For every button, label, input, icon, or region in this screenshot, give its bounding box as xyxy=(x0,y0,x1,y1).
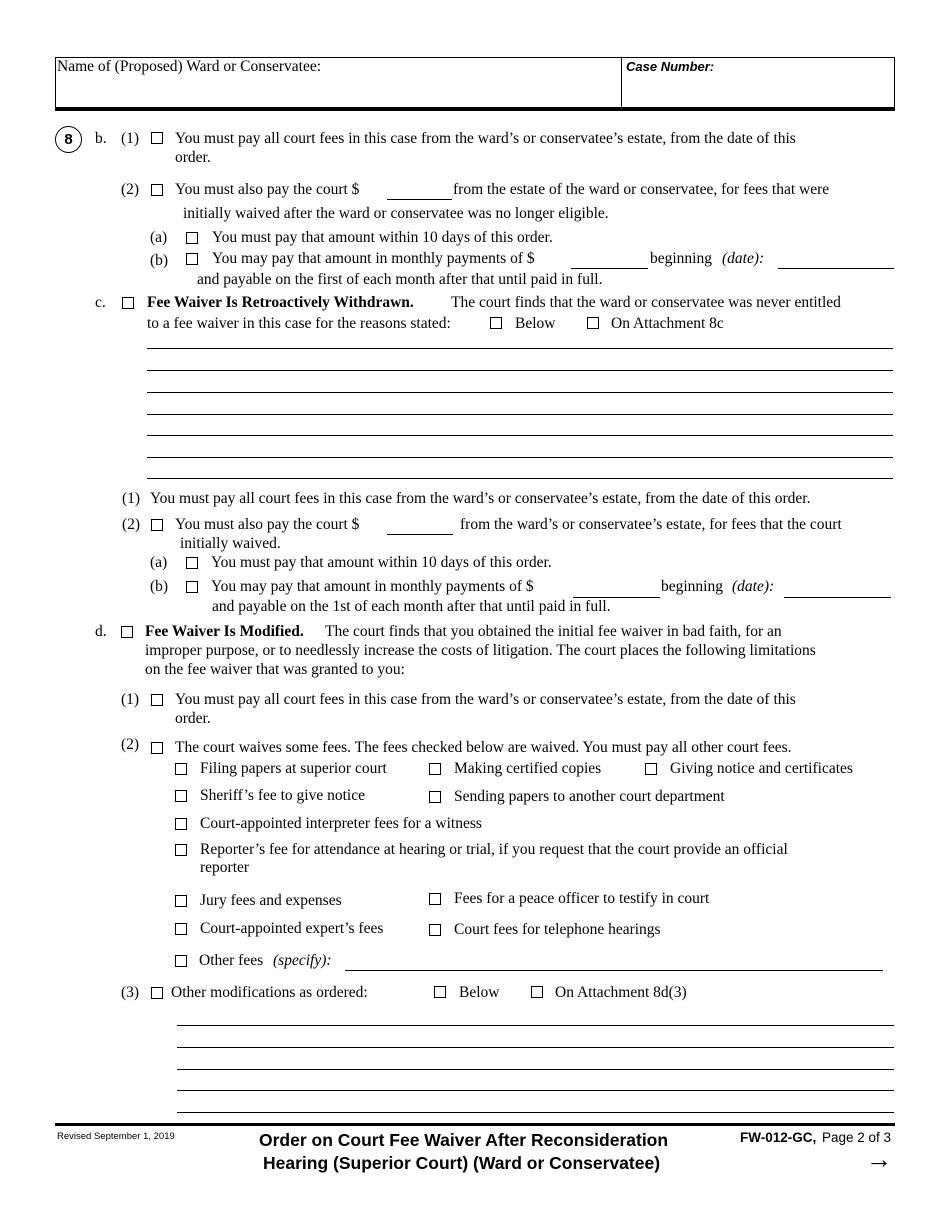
d1-text-line1: You must pay all court fees in this case from the ward’s or conservatee’s estate, from the date of this xyxy=(175,691,796,708)
d3-attachment-label: On Attachment 8d(3) xyxy=(555,984,687,1001)
d3-attachment-checkbox[interactable] xyxy=(531,986,543,998)
c2a-text: You must pay that amount within 10 days of this order. xyxy=(211,554,552,571)
b2-checkbox[interactable] xyxy=(151,184,163,196)
section-c-letter: c. xyxy=(95,294,106,311)
fee-jury-checkbox[interactable] xyxy=(175,895,187,907)
d3-modification-line[interactable] xyxy=(177,1069,894,1070)
c2b-beginning: beginning xyxy=(661,578,723,595)
b2b-label: (b) xyxy=(150,252,169,269)
d-checkbox[interactable] xyxy=(121,626,133,638)
revised-date: Revised September 1, 2019 xyxy=(57,1131,175,1142)
c1-number: (1) xyxy=(122,490,141,507)
c-attachment-label: On Attachment 8c xyxy=(611,315,724,332)
c2-text-post: from the ward’s or conservatee’s estate, for fees that the court xyxy=(460,516,842,533)
c2b-label: (b) xyxy=(150,578,169,595)
fee-telephone-label: Court fees for telephone hearings xyxy=(454,921,661,938)
d3-modification-line[interactable] xyxy=(177,1112,894,1113)
fee-peace-checkbox[interactable] xyxy=(429,893,441,905)
case-number-field[interactable] xyxy=(626,78,891,104)
b2-number: (2) xyxy=(121,181,140,198)
fee-copies-checkbox[interactable] xyxy=(429,763,441,775)
b2-amount-field[interactable] xyxy=(387,199,452,200)
b2a-checkbox[interactable] xyxy=(186,232,198,244)
c2b-text-line2: and payable on the 1st of each month after that until paid in full. xyxy=(212,598,611,615)
b2b-date-label: (date): xyxy=(722,250,765,267)
c-reason-line[interactable] xyxy=(147,435,893,436)
fee-reporter-label-line1: Reporter’s fee for attendance at hearing or trial, if you request that the court provide an official xyxy=(200,841,788,858)
c-text-line1: The court finds that the ward or conservatee was never entitled xyxy=(451,294,841,311)
b2a-label: (a) xyxy=(150,229,168,246)
fee-telephone-checkbox[interactable] xyxy=(429,924,441,936)
item-number-circle xyxy=(55,126,82,153)
page-number: Page 2 of 3 xyxy=(822,1130,892,1145)
c2b-date-label: (date): xyxy=(732,578,775,595)
c2-text-line2: initially waived. xyxy=(180,535,281,552)
c-reason-line[interactable] xyxy=(147,370,893,371)
form-title-line1: Order on Court Fee Waiver After Reconsideration xyxy=(259,1130,669,1150)
b2b-checkbox[interactable] xyxy=(186,253,198,265)
footer-rule xyxy=(55,1123,895,1126)
c2a-checkbox[interactable] xyxy=(186,557,198,569)
d3-below-checkbox[interactable] xyxy=(434,986,446,998)
b2a-text: You must pay that amount within 10 days of this order. xyxy=(212,229,553,246)
d-text-line1: The court finds that you obtained the initial fee waiver in bad faith, for an xyxy=(325,623,782,640)
d2-checkbox[interactable] xyxy=(151,742,163,754)
next-page-arrow-icon[interactable]: → xyxy=(866,1144,892,1174)
b1-text-line1: You must pay all court fees in this case from the ward’s or conservatee’s estate, from the date of this xyxy=(175,130,796,147)
d1-text-line2: order. xyxy=(175,710,211,727)
fee-notice-checkbox[interactable] xyxy=(645,763,657,775)
fee-notice-label: Giving notice and certificates xyxy=(670,760,853,777)
section-b-letter: b. xyxy=(95,130,107,147)
c2-amount-field[interactable] xyxy=(387,534,453,535)
header-divider xyxy=(621,57,622,109)
fee-filing-checkbox[interactable] xyxy=(175,763,187,775)
fee-filing-label: Filing papers at superior court xyxy=(200,760,387,777)
fee-other-label: Other fees xyxy=(199,952,264,969)
item-number: 8 xyxy=(64,131,73,148)
fee-reporter-checkbox[interactable] xyxy=(175,844,187,856)
c-below-checkbox[interactable] xyxy=(490,317,502,329)
fee-other-specify: (specify): xyxy=(273,952,332,969)
ward-name-label: Name of (Proposed) Ward or Conservatee: xyxy=(57,58,322,75)
b2b-text: You may pay that amount in monthly payments of $ xyxy=(212,250,535,267)
b2b-beginning: beginning xyxy=(650,250,712,267)
d3-modification-line[interactable] xyxy=(177,1090,894,1091)
section-d-letter: d. xyxy=(95,623,107,640)
c2-number: (2) xyxy=(122,516,141,533)
fee-sending-label: Sending papers to another court department xyxy=(454,788,725,805)
fee-peace-label: Fees for a peace officer to testify in court xyxy=(454,890,710,907)
c-reason-line[interactable] xyxy=(147,478,893,479)
d-text-line2: improper purpose, or to needlessly increase the costs of litigation. The court places the following limitations xyxy=(145,642,816,659)
c-checkbox[interactable] xyxy=(122,297,134,309)
fee-expert-label: Court-appointed expert’s fees xyxy=(200,920,384,937)
b2-text-line2: initially waived after the ward or conservatee was no longer eligible. xyxy=(183,205,609,222)
fee-interpreter-checkbox[interactable] xyxy=(175,818,187,830)
d3-text: Other modifications as ordered: xyxy=(171,984,368,1001)
fee-sheriff-checkbox[interactable] xyxy=(175,790,187,802)
b2b-payment-field[interactable] xyxy=(571,268,648,269)
fee-jury-label: Jury fees and expenses xyxy=(200,892,342,909)
c2-checkbox[interactable] xyxy=(151,519,163,531)
c-reason-line[interactable] xyxy=(147,457,893,458)
d3-modification-line[interactable] xyxy=(177,1047,894,1048)
d-text-line3: on the fee waiver that was granted to you: xyxy=(145,661,405,678)
d3-below-label: Below xyxy=(459,984,500,1001)
form-id: FW-012-GC, xyxy=(740,1130,817,1145)
fee-interpreter-label: Court-appointed interpreter fees for a witness xyxy=(200,815,482,832)
fee-reporter-label-line2: reporter xyxy=(200,859,250,876)
c2b-date-field[interactable] xyxy=(784,597,891,598)
case-number-label: Case Number: xyxy=(626,59,715,74)
fee-sending-checkbox[interactable] xyxy=(429,791,441,803)
c2b-checkbox[interactable] xyxy=(186,581,198,593)
c-reason-line[interactable] xyxy=(147,414,893,415)
c-title: Fee Waiver Is Retroactively Withdrawn. xyxy=(147,294,414,311)
fee-copies-label: Making certified copies xyxy=(454,760,602,777)
c1-text: You must pay all court fees in this case from the ward’s or conservatee’s estate, from the date of this order. xyxy=(150,490,811,507)
d3-checkbox[interactable] xyxy=(151,987,163,999)
c-reason-line[interactable] xyxy=(147,392,893,393)
fee-sheriff-label: Sheriff’s fee to give notice xyxy=(200,787,365,804)
ward-name-field[interactable] xyxy=(57,78,617,104)
b1-checkbox[interactable] xyxy=(151,132,163,144)
d3-modification-line[interactable] xyxy=(177,1025,894,1026)
c-attachment-checkbox[interactable] xyxy=(587,317,599,329)
header-rule xyxy=(55,107,895,111)
fee-other-checkbox[interactable] xyxy=(175,955,187,967)
d2-text: The court waives some fees. The fees checked below are waived. You must pay all other court fees. xyxy=(175,739,792,756)
fee-expert-checkbox[interactable] xyxy=(175,923,187,935)
d1-number: (1) xyxy=(121,691,140,708)
c2a-label: (a) xyxy=(150,554,168,571)
c-below-label: Below xyxy=(515,315,556,332)
c-text-line2: to a fee waiver in this case for the reasons stated: xyxy=(147,315,451,332)
c2b-text: You may pay that amount in monthly payments of $ xyxy=(211,578,534,595)
d-title: Fee Waiver Is Modified. xyxy=(145,623,304,640)
b2b-text-line2: and payable on the first of each month after that until paid in full. xyxy=(197,271,603,288)
b1-number: (1) xyxy=(121,130,140,147)
fee-other-field[interactable] xyxy=(345,970,883,971)
c-reason-line[interactable] xyxy=(147,348,893,349)
d2-number: (2) xyxy=(121,736,140,753)
b2-text-pre: You must also pay the court $ xyxy=(175,181,360,198)
d3-number: (3) xyxy=(121,984,140,1001)
form-title-line2: Hearing (Superior Court) (Ward or Conservatee) xyxy=(263,1153,661,1173)
b2b-date-field[interactable] xyxy=(778,268,894,269)
b2-text-post: from the estate of the ward or conservatee, for fees that were xyxy=(453,181,830,198)
d1-checkbox[interactable] xyxy=(151,694,163,706)
c2-text-pre: You must also pay the court $ xyxy=(175,516,360,533)
b1-text-line2: order. xyxy=(175,149,211,166)
